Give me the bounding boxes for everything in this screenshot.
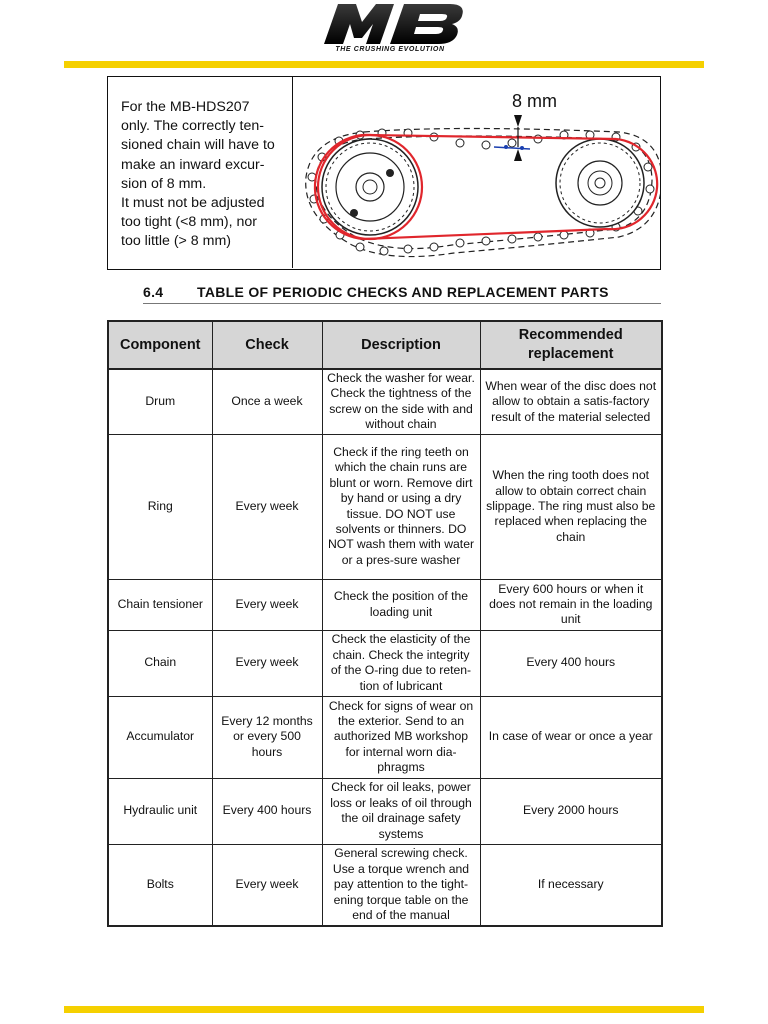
column-header: Recommended replacement [480,321,662,369]
table-row [108,369,662,434]
replacement-cell: If necessary [480,844,662,926]
component-cell: Chain [108,630,212,696]
description-cell: Check the washer for wear. Check the tightness of the screw on the side with and without chain [322,369,480,434]
footer-accent-bar [64,1006,704,1013]
dimension-label: 8 mm [512,91,557,111]
component-cell: Accumulator [108,696,212,778]
replacement-cell: Every 600 hours or when it does not remain in the loading unit [480,579,662,630]
description-cell: Check for oil leaks, power loss or leaks of oil through the oil drainage safety systems [322,778,480,844]
description-cell: Check the elasticity of the chain. Check the integrity of the O-ring due to reten-tion of lubricant [322,630,480,696]
note-line: sion of 8 mm. [121,175,207,192]
replacement-cell: In case of wear or once a year [480,696,662,778]
replacement-cell: Every 2000 hours [480,778,662,844]
note-line: sioned chain will have to [121,137,275,154]
column-header: Description [322,321,480,369]
component-cell: Bolts [108,844,212,926]
table-row [108,696,662,778]
note-line: It must not be adjusted [121,195,265,212]
mb-logo-icon [310,0,470,46]
table-row [108,844,662,926]
note-line: make an inward excur- [121,156,265,173]
check-cell: Every week [212,434,322,579]
table-row [108,630,662,696]
note-line: too little (> 8 mm) [121,233,231,250]
column-header: Check [212,321,322,369]
note-line: For the MB-HDS207 [121,99,250,115]
brand-logo [310,0,470,58]
description-cell: General screwing check. Use a torque wrench and pay attention to the tight-ening torque table on the end of the manual [322,844,480,926]
check-cell: Every 400 hours [212,778,322,844]
replacement-cell: When the ring tooth does not allow to obtain correct chain slippage. The ring must also be replaced when replacing the chain [480,434,662,579]
column-header: Component [108,321,212,369]
description-cell: Check the position of the loading unit [322,579,480,630]
tension-note [108,77,293,268]
chain-tension-figure [107,76,661,270]
description-cell: Check if the ring teeth on which the chain runs are blunt or worn. Remove dirt by hand or using a dry tissue. DO NOT use solvents or thinners. DO NOT wash them with water or a pres-sure washer [322,434,480,579]
section-title: TABLE OF PERIODIC CHECKS AND REPLACEMENT PARTS [197,284,609,300]
component-cell: Drum [108,369,212,434]
check-cell: Every 12 months or every 500 hours [212,696,322,778]
note-line: too tight (<8 mm), nor [121,214,258,231]
note-line: only. The correctly ten- [121,118,264,135]
chain-drive-diagram [294,77,660,268]
check-cell: Once a week [212,369,322,434]
description-cell: Check for signs of wear on the exterior. Send to an authorized MB workshop for internal worn dia-phragms [322,696,480,778]
check-cell: Every week [212,630,322,696]
drum-sprocket [322,139,418,235]
table-row [108,434,662,579]
table-header-row [108,321,662,369]
table-row [108,778,662,844]
header-accent-bar [64,61,704,68]
component-cell: Chain tensioner [108,579,212,630]
component-cell: Ring [108,434,212,579]
section-heading [143,284,661,304]
periodic-checks-table [107,320,663,927]
component-cell: Hydraulic unit [108,778,212,844]
replacement-cell: Every 400 hours [480,630,662,696]
small-sprocket [556,139,644,227]
replacement-cell: When wear of the disc does not allow to obtain a satis-factory result of the material selected [480,369,662,434]
section-number: 6.4 [143,284,164,300]
check-cell: Every week [212,579,322,630]
check-cell: Every week [212,844,322,926]
table-row [108,579,662,630]
brand-tagline: THE CRUSHING EVOLUTION [335,46,445,53]
